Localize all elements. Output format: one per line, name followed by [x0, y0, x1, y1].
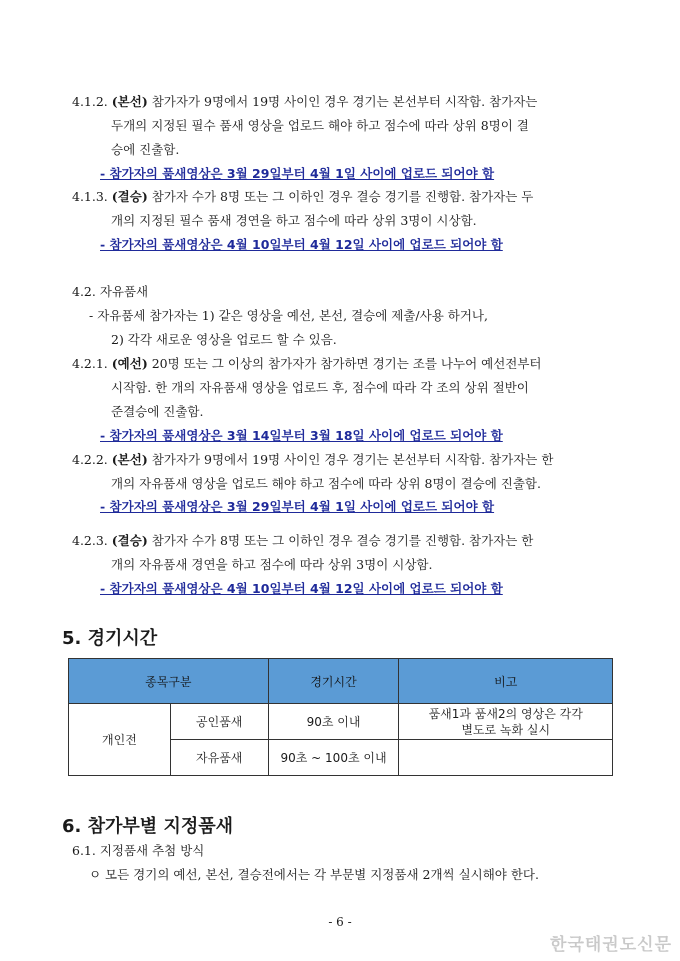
- section-4-1-3-line2: 개의 지정된 필수 품새 경연을 하고 점수에 따라 상위 3명이 시상함.: [111, 213, 477, 228]
- section-6-1-bullet: ㅇ 모든 경기의 예선, 본선, 결승전에서는 각 부문별 지정품새 2개씩 실시해야 한다.: [89, 867, 539, 882]
- section-4-2-2-line2: 개의 자유품새 영상을 업로드 해야 하고 점수에 따라 상위 8명이 결승에 진출함.: [111, 476, 541, 491]
- note-line: 품새1과 품새2의 영상은 각각: [428, 706, 583, 721]
- section-text: 20명 또는 그 이상의 참가자가 참가하면 경기는 조를 나누어 예선전부터: [147, 356, 542, 371]
- section-number: 4.2.1.: [72, 356, 108, 371]
- table-cell-group: 개인전: [69, 704, 171, 776]
- section-4-2-title: 4.2. 자유품새: [72, 284, 149, 299]
- upload-notice-4-1-3: - 참가자의 품새영상은 4월 10일부터 4월 12일 사이에 업로드 되어야 함: [100, 237, 503, 252]
- table-header-row: [69, 659, 613, 704]
- section-tag: (본선): [111, 452, 148, 467]
- table-cell-note: [399, 740, 613, 776]
- table-cell-kind: 공인품새: [170, 704, 268, 740]
- section-text: 참가자 수가 8명 또는 그 이하인 경우 결승 경기를 진행함. 참가자는 두: [147, 189, 534, 204]
- section-4-1-3-line1: [72, 188, 533, 206]
- section-tag: (본선): [111, 94, 148, 109]
- upload-notice-4-1-2: - 참가자의 품새영상은 3월 29일부터 4월 1일 사이에 업로드 되어야 함: [100, 166, 495, 181]
- section-tag: (결승): [111, 189, 148, 204]
- table-cell-time: 90초 이내: [268, 704, 399, 740]
- section-4-1-2-line1: [72, 93, 537, 111]
- watermark-logo: 한국태권도신문: [550, 935, 672, 955]
- section-4-1-2-line3: 승에 진출함.: [111, 142, 180, 157]
- section-number: 4.1.3.: [72, 189, 108, 204]
- table-cell-note: [399, 704, 613, 740]
- section-4-2-1-line1: [72, 355, 542, 373]
- section-6-heading: 6. 참가부별 지정품새: [62, 816, 233, 837]
- section-tag: (예선): [111, 356, 148, 371]
- match-time-table: [68, 658, 613, 776]
- section-4-2-1-line2: 시작함. 한 개의 자유품새 영상을 업로드 후, 점수에 따라 각 조의 상위 절반이: [111, 380, 529, 395]
- upload-notice-4-2-1: - 참가자의 품새영상은 3월 14일부터 3월 18일 사이에 업로드 되어야 함: [100, 428, 503, 443]
- table-row: [69, 704, 613, 740]
- section-tag: (결승): [111, 533, 148, 548]
- section-text: 참가자 수가 8명 또는 그 이하인 경우 결승 경기를 진행함. 참가자는 한: [147, 533, 534, 548]
- section-number: 4.2.2.: [72, 452, 108, 467]
- upload-notice-4-2-2: - 참가자의 품새영상은 3월 29일부터 4월 1일 사이에 업로드 되어야 함: [100, 499, 495, 514]
- section-6-1-title: 6.1. 지정품새 추첨 방식: [72, 843, 205, 858]
- section-number: 4.2.3.: [72, 533, 108, 548]
- section-text: 참가자가 9명에서 19명 사이인 경우 경기는 본선부터 시작함. 참가자는: [147, 94, 538, 109]
- section-4-2-3-line1: [72, 532, 533, 550]
- section-4-2-line1: - 자유품세 참가자는 1) 같은 영상을 예선, 본선, 결승에 제출/사용 하거나,: [89, 308, 488, 323]
- upload-notice-4-2-3: - 참가자의 품새영상은 4월 10일부터 4월 12일 사이에 업로드 되어야 함: [100, 581, 503, 596]
- section-4-2-line2: 2) 각각 새로운 영상을 업로드 할 수 있음.: [111, 332, 337, 347]
- section-4-2-2-line1: [72, 451, 553, 469]
- page-number: - 6 -: [328, 915, 352, 929]
- table-cell-time: 90초 ~ 100초 이내: [268, 740, 399, 776]
- section-4-2-1-line3: 준결승에 진출함.: [111, 404, 204, 419]
- table-header-time: 경기시간: [268, 659, 399, 704]
- table-header-category: 종목구분: [69, 659, 269, 704]
- section-5-heading: 5. 경기시간: [62, 628, 158, 649]
- section-4-1-2-line2: 두개의 지정된 필수 품새 영상을 업로드 해야 하고 점수에 따라 상위 8명이 결: [111, 118, 529, 133]
- section-number: 4.1.2.: [72, 94, 108, 109]
- note-line: 별도로 녹화 실시: [461, 722, 551, 737]
- table-header-note: 비고: [399, 659, 613, 704]
- table-cell-kind: 자유품새: [170, 740, 268, 776]
- section-text: 참가자가 9명에서 19명 사이인 경우 경기는 본선부터 시작함. 참가자는 한: [147, 452, 554, 467]
- section-4-2-3-line2: 개의 자유품새 경연을 하고 점수에 따라 상위 3명이 시상함.: [111, 557, 433, 572]
